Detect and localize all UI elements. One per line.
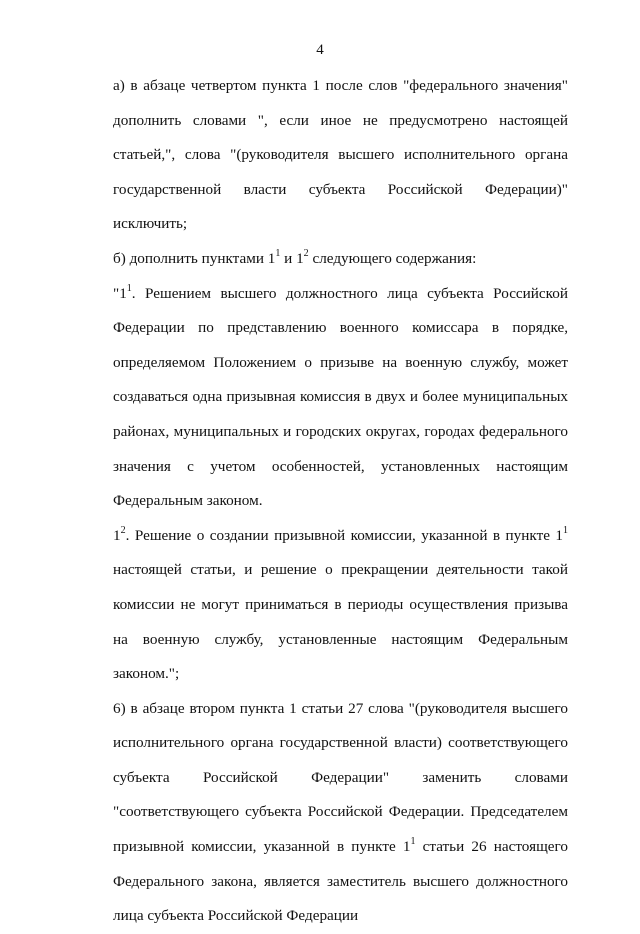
superscript: 1 [275, 247, 281, 259]
paragraph-e [75, 692, 568, 934]
paragraph-d-text-1: 1 [113, 526, 121, 544]
paragraph-e-text-1: 6) в абзаце втором пункта 1 статьи 27 слова "(руководителя высшего исполнительного органа государственной власти) соответствующего субъекта Российской Федерации" заменить словами "соответствующего субъекта Российской Федерации. Председателем призывной комиссии, указанной в пункте 1 [113, 699, 568, 856]
document-body [75, 69, 568, 934]
paragraph-b-text-1: б) дополнить пунктами 1 [113, 249, 276, 267]
paragraph-c [75, 277, 568, 519]
paragraph-b-text-3: следующего содержания: [308, 249, 477, 267]
superscript: 2 [303, 247, 309, 259]
paragraph-b-text-2: и 1 [280, 249, 304, 267]
paragraph-e-text-2: статьи 26 настоящего Федерального закона, является заместитель высшего должностного лица субъекта Российской Федерации [113, 838, 568, 925]
paragraph-c-text-1: "1 [113, 284, 127, 302]
superscript: 1 [126, 282, 132, 294]
superscript: 2 [120, 524, 126, 536]
paragraph-d-text-2: . Решение о создании призывной комиссии, указанной в пункте 1 [125, 526, 563, 544]
paragraph-d [75, 519, 568, 692]
paragraph-c-text-2: . Решением высшего должностного лица субъекта Российской Федерации по представлению военного комиссара в порядке, определяемом Положением о призыве на военную службу, может создаваться одна призывная комиссия в двух и более муниципальных районах, муниципальных и городских округах, городах федерального значения с учетом особенностей, установленных настоящим Федеральным законом. [113, 284, 568, 510]
paragraph-b [75, 242, 568, 277]
superscript: 1 [410, 836, 416, 847]
paragraph-a-text: а) в абзаце четвертом пункта 1 после слов "федерального значения" дополнить словами ", если иное не предусмотрено настоящей статьей,", слова "(руководителя высшего исполнительного органа государственной власти субъекта Российской Федерации)" исключить; [113, 77, 568, 233]
page-number: 4 [316, 42, 324, 58]
paragraph-d-text-3: настоящей статьи, и решение о прекращении деятельности такой комиссии не могут приниматься в периоды осуществления призыва на военную службу, установленные настоящим Федеральным законом."; [113, 561, 568, 683]
superscript: 1 [563, 524, 568, 536]
paragraph-a [75, 69, 568, 242]
